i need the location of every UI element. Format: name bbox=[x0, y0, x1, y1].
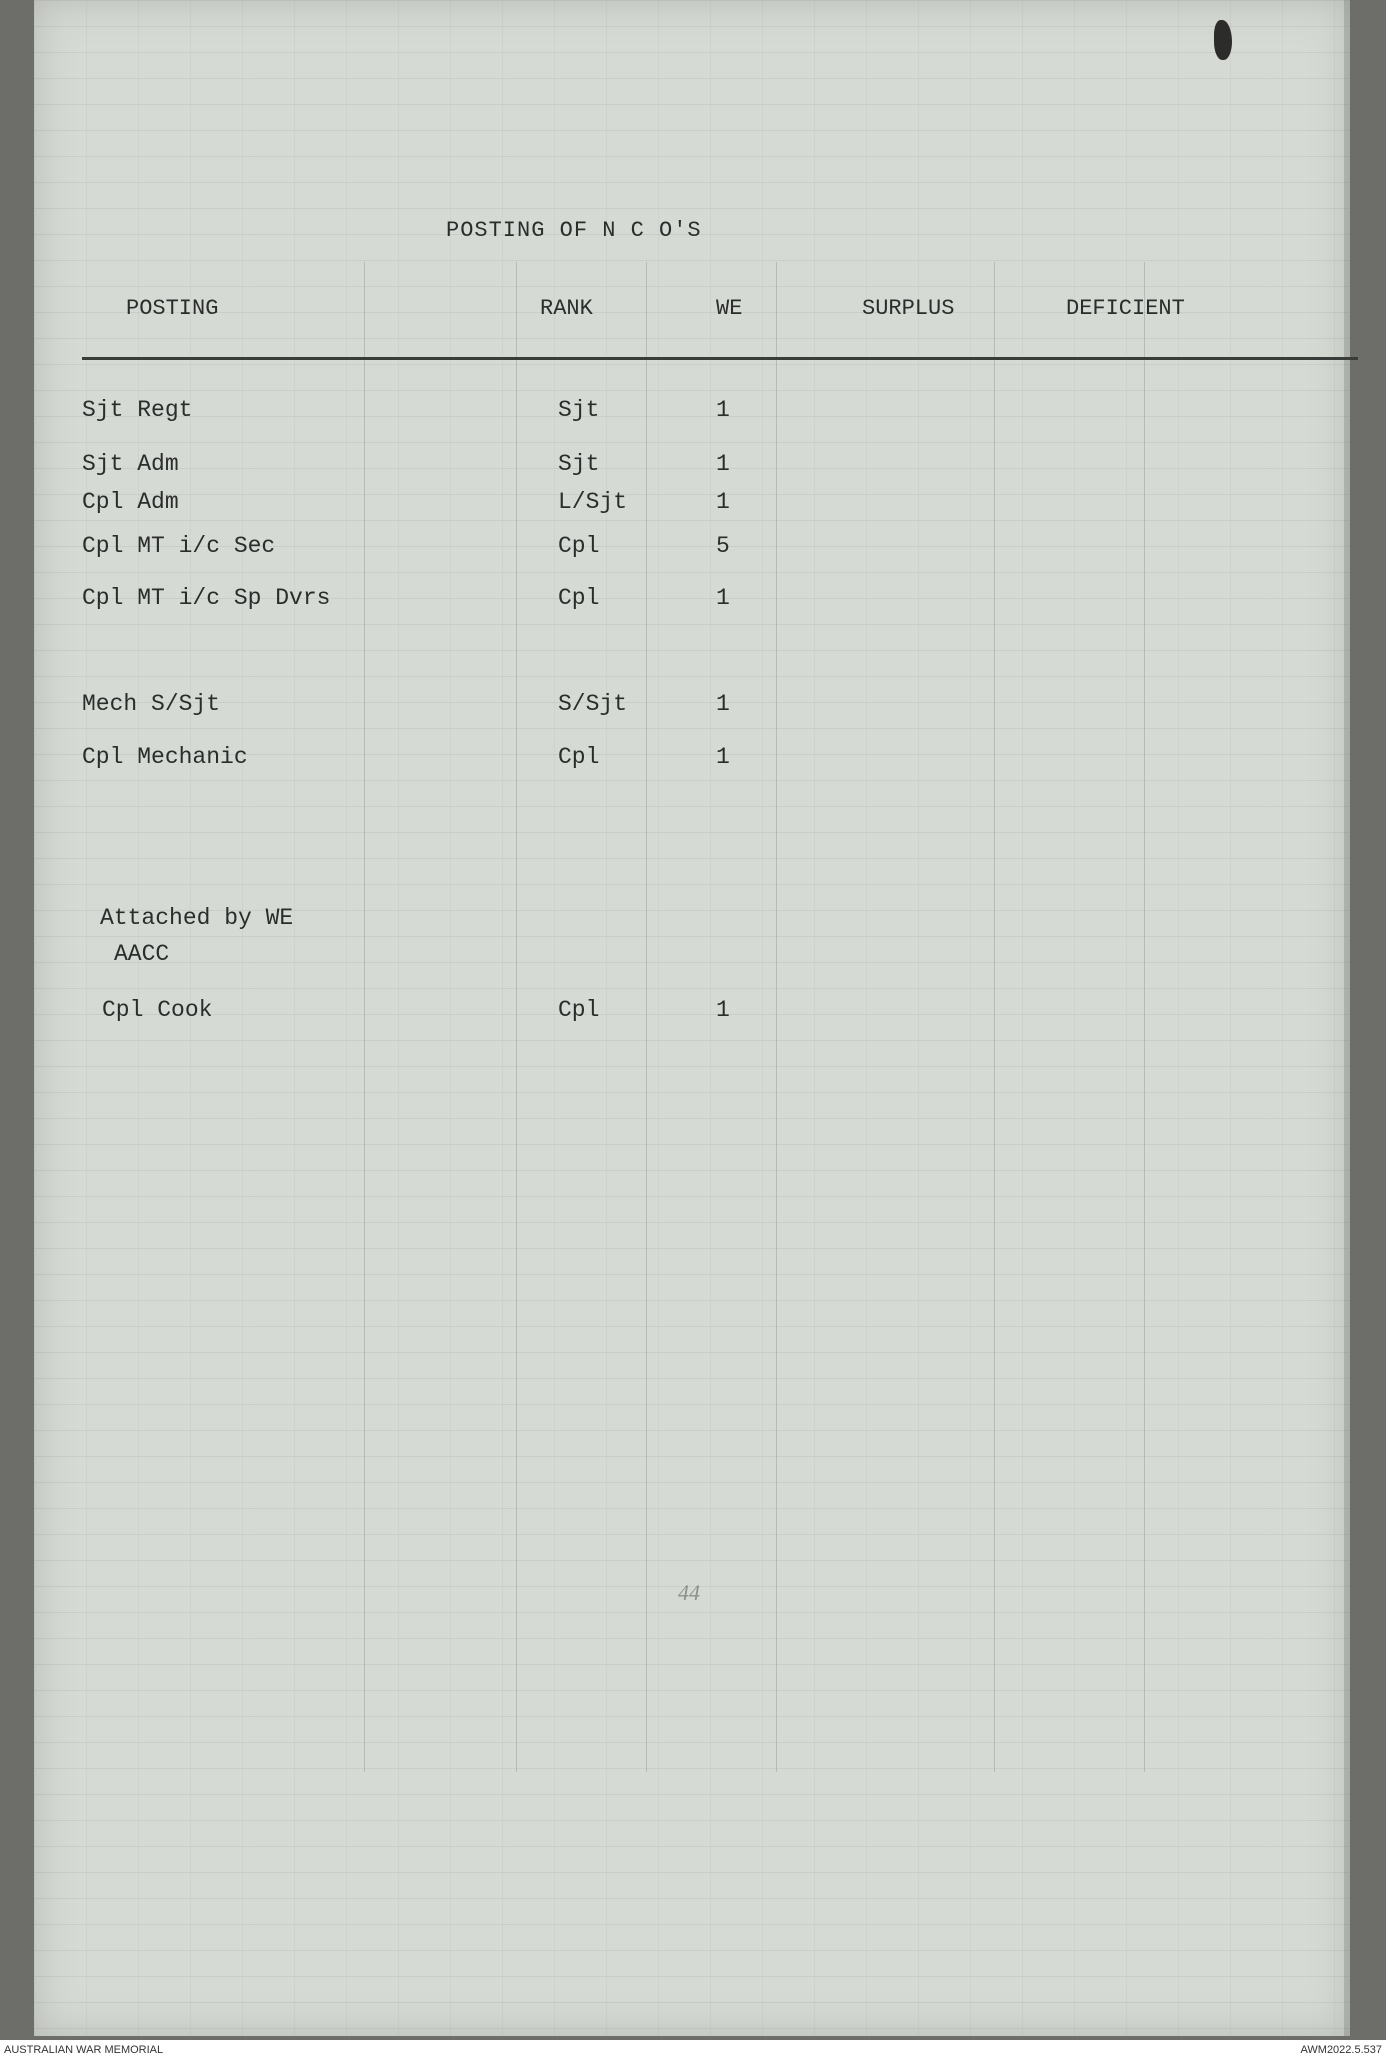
posting-cell: Mech S/Sjt bbox=[82, 691, 221, 717]
torn-corner bbox=[1214, 20, 1232, 60]
posting-cell: Cpl MT i/c Sp Dvrs bbox=[82, 585, 331, 611]
we-cell: 1 bbox=[716, 397, 730, 423]
rank-cell: Cpl bbox=[558, 585, 600, 611]
rank-cell: Cpl bbox=[558, 533, 600, 559]
column-header-we: WE bbox=[716, 296, 743, 321]
table-row bbox=[34, 485, 1350, 519]
we-cell: 5 bbox=[716, 533, 730, 559]
rank-cell: L/Sjt bbox=[558, 489, 628, 515]
posting-cell: Cpl Adm bbox=[82, 489, 179, 515]
column-header-rank: RANK bbox=[540, 296, 593, 321]
posting-cell: Sjt Adm bbox=[82, 451, 179, 477]
attached-label: Attached by WE bbox=[100, 905, 294, 931]
rank-cell: S/Sjt bbox=[558, 691, 628, 717]
rank-cell: Cpl bbox=[558, 744, 600, 770]
table-row bbox=[34, 393, 1350, 427]
we-cell: 1 bbox=[716, 997, 730, 1023]
table-row bbox=[34, 529, 1350, 563]
rank-cell: Cpl bbox=[558, 997, 600, 1023]
table-row bbox=[34, 447, 1350, 481]
document-sheet bbox=[34, 0, 1350, 2036]
we-cell: 1 bbox=[716, 489, 730, 515]
handwritten-mark: 44 bbox=[678, 1580, 700, 1605]
we-cell: 1 bbox=[716, 744, 730, 770]
footer-bar bbox=[0, 2040, 1386, 2061]
rank-cell: Sjt bbox=[558, 397, 600, 423]
posting-cell: Cpl Mechanic bbox=[82, 744, 248, 770]
header-rule bbox=[82, 357, 1358, 360]
rank-cell: Sjt bbox=[558, 451, 600, 477]
table-row bbox=[34, 993, 1350, 1027]
footer-accession: AWM2022.5.537 bbox=[1300, 2044, 1382, 2056]
page-title: POSTING OF N C O'S bbox=[446, 218, 702, 243]
column-header-posting: POSTING bbox=[126, 296, 219, 321]
posting-cell: Cpl Cook bbox=[102, 997, 213, 1023]
table-row bbox=[34, 581, 1350, 615]
attached-unit: AACC bbox=[114, 941, 170, 967]
posting-cell: Cpl MT i/c Sec bbox=[82, 533, 276, 559]
column-header-surplus: SURPLUS bbox=[862, 296, 955, 321]
footer-source: AUSTRALIAN WAR MEMORIAL bbox=[4, 2044, 164, 2056]
we-cell: 1 bbox=[716, 585, 730, 611]
table-row bbox=[34, 687, 1350, 721]
posting-cell: Sjt Regt bbox=[82, 397, 193, 423]
we-cell: 1 bbox=[716, 691, 730, 717]
table-row bbox=[34, 740, 1350, 774]
column-header-deficient: DEFICIENT bbox=[1066, 296, 1185, 321]
we-cell: 1 bbox=[716, 451, 730, 477]
